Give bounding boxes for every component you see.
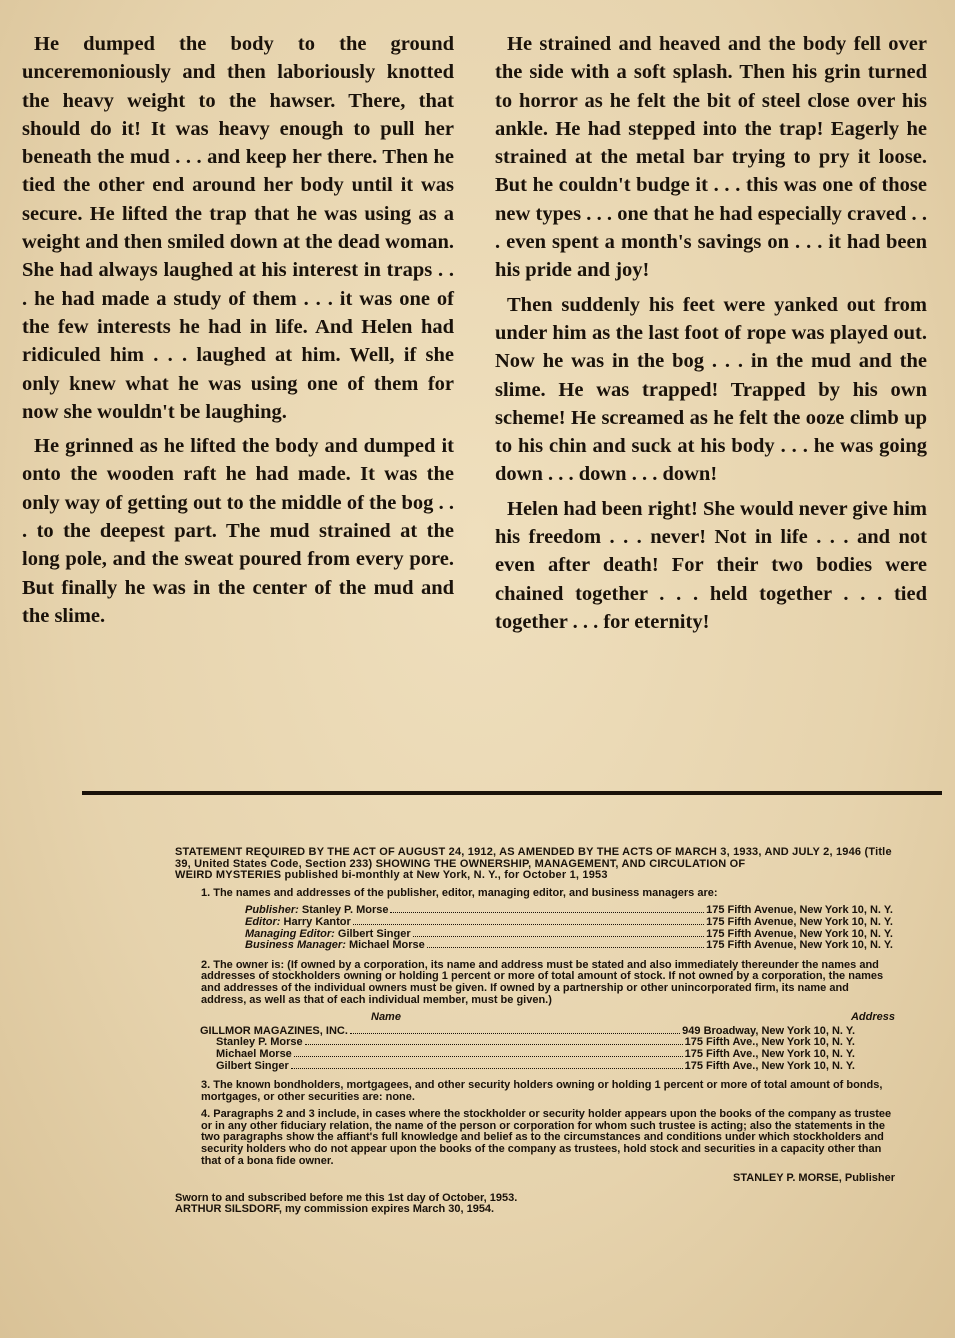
story-paragraph: Then suddenly his feet were yanked out from under him as the last foot of rope was played out. Now he was in the bog . . . in the mud and the slime. He was trapped! Trapped by his own scheme! He screamed as he felt the ooze climb up to his chin and suck at his body . . . he was going down . . . down . . . down! bbox=[495, 293, 927, 486]
owners-address-header: Address bbox=[850, 1011, 895, 1024]
officer-role: Business Manager: bbox=[245, 939, 346, 952]
leader-dots bbox=[427, 947, 704, 948]
story-paragraph: He dumped the body to the ground unceremoniously and then laboriously knotted the heavy weight to the hawser. There, that should do it! It was heavy enough to pull her beneath the mud . . . and keep her there. Then he tied the other end around her body until it was secure. He lifted the trap that he was using as a weight and then smiled down at the dead woman. She had always laughed at his interest in traps . . . he had made a study of them . . . it was one of the few interests he had in life. And Helen had ridiculed him . . . laughed at him. Well, if she only knew what he was using one of them for now she wouldn't be laughing. bbox=[22, 33, 454, 423]
story-column-right bbox=[495, 30, 927, 642]
leader-dots bbox=[353, 924, 704, 925]
officer-address: 175 Fifth Avenue, New York 10, N. Y. bbox=[706, 939, 893, 952]
leader-dots bbox=[390, 912, 704, 913]
story-column-left bbox=[22, 30, 454, 642]
officer-role: Publisher: bbox=[245, 904, 299, 917]
statement-paragraph-1: 1. The names and addresses of the publisher, editor, managing editor, and business managers are: bbox=[201, 886, 718, 899]
officer-name: Gilbert Singer bbox=[337, 927, 411, 940]
owners-column-headers bbox=[175, 1012, 895, 1024]
officers-list bbox=[175, 905, 893, 951]
publisher-signature: STANLEY P. MORSE, Publisher bbox=[733, 1172, 895, 1185]
story-text bbox=[22, 30, 927, 642]
story-paragraph: He grinned as he lifted the body and dumped it onto the wooden raft he had made. It was the only way of getting out to the middle of the bog . . . to the deepest part. The mud strained at the long pole, and the sweat poured from every pore. But finally he was in the center of the mud and the slime. bbox=[22, 435, 454, 627]
sworn-line-2: ARTHUR SILSDORF, my commission expires March 30, 1954. bbox=[175, 1203, 495, 1216]
leader-dots bbox=[413, 936, 704, 937]
owners-list bbox=[175, 1026, 855, 1072]
owner-row bbox=[200, 1061, 855, 1073]
owner-row bbox=[200, 1049, 855, 1061]
owner-address: 175 Fifth Ave., New York 10, N. Y. bbox=[684, 1047, 855, 1060]
statement-paragraph-2: 2. The owner is: (If owned by a corporation, its name and address must be stated and also immediately thereunder the names and addresses of stockholders owning or holding 1 percent or more of total amount of stock. If not owned by a corporation, the names and addresses of the individual owners must be given. If owned by a partnership or other unincorporated firm, its name and address, as well as that of each individual member, must be given.) bbox=[201, 958, 884, 1006]
statement-heading-line2: WEIRD MYSTERIES published bi-monthly at New York, N. Y., for October 1, 1953 bbox=[175, 869, 608, 882]
story-paragraph: Helen had been right! She would never give him his freedom . . . never! Not in life . . . and not even after death! For their two bodies were chained together . . . held together . . . tied together . . . for eternity! bbox=[495, 497, 927, 633]
statement-paragraph-4: 4. Paragraphs 2 and 3 include, in cases where the stockholder or security holder appears upon the books of the company as trustee or in any other fiduciary relation, the name of the person or corporation for whom such trustee is acting; also the statements in the two paragraphs show the affiant's full knowledge and belief as to the circumstances and conditions under which stockholders and security holders who do not appear upon the books of the company as trustees, hold stock and securities in a capacity other than that of a bona fide owner. bbox=[201, 1108, 892, 1167]
statement-paragraph-3: 3. The known bondholders, mortgagees, and other security holders owning or holding 1 percent or more of total amount of bonds, mortgages, or other securities are: none. bbox=[201, 1079, 883, 1103]
sworn-line-1: Sworn to and subscribed before me this 1st day of October, 1953. bbox=[175, 1191, 518, 1204]
divider-rule bbox=[82, 791, 942, 795]
owner-name: Michael Morse bbox=[216, 1047, 292, 1060]
leader-dots bbox=[294, 1056, 683, 1057]
leader-dots bbox=[305, 1044, 683, 1045]
officer-name: Harry Kantor bbox=[283, 915, 351, 928]
owners-name-header: Name bbox=[371, 1011, 401, 1024]
owner-name: GILLMOR MAGAZINES, INC. bbox=[200, 1024, 348, 1037]
owner-address: 175 Fifth Ave., New York 10, N. Y. bbox=[684, 1036, 855, 1049]
officer-role: Editor: bbox=[245, 915, 281, 928]
owner-name: Gilbert Singer bbox=[216, 1059, 289, 1072]
leader-dots bbox=[350, 1033, 680, 1034]
officer-row bbox=[245, 940, 893, 952]
statement-heading bbox=[175, 847, 895, 882]
officer-address: 175 Fifth Avenue, New York 10, N. Y. bbox=[706, 927, 893, 940]
officer-address: 175 Fifth Avenue, New York 10, N. Y. bbox=[706, 904, 893, 917]
owner-name: Stanley P. Morse bbox=[216, 1036, 303, 1049]
owner-address: 949 Broadway, New York 10, N. Y. bbox=[682, 1024, 855, 1037]
sworn-statement bbox=[175, 1193, 895, 1216]
statement-heading-line1: STATEMENT REQUIRED BY THE ACT OF AUGUST 24, 1912, AS AMENDED BY THE ACTS OF MARCH 3, 1933, AND JULY 2, 1946 (Title 39, United States Code, Section 233) SHOWING THE OWNERSHIP, MANAGEMENT, AND CIRCULATION OF bbox=[175, 846, 892, 870]
owner-address: 175 Fifth Ave., New York 10, N. Y. bbox=[684, 1059, 855, 1072]
officer-role: Managing Editor: bbox=[245, 927, 335, 940]
story-paragraph: He strained and heaved and the body fell over the side with a soft splash. Then his grin turned to horror as he felt the bit of steel close over his ankle. He had stepped into the trap! Eagerly he strained at the metal bar trying to pry it loose. But he couldn't budge it . . . this was one of those new types . . . one that he had especially craved . . . even spent a month's savings on . . . it had been his pride and joy! bbox=[495, 33, 927, 282]
ownership-statement bbox=[175, 847, 895, 1216]
officer-address: 175 Fifth Avenue, New York 10, N. Y. bbox=[706, 915, 893, 928]
officer-name: Stanley P. Morse bbox=[301, 904, 389, 917]
leader-dots bbox=[291, 1068, 683, 1069]
officer-name: Michael Morse bbox=[348, 939, 425, 952]
